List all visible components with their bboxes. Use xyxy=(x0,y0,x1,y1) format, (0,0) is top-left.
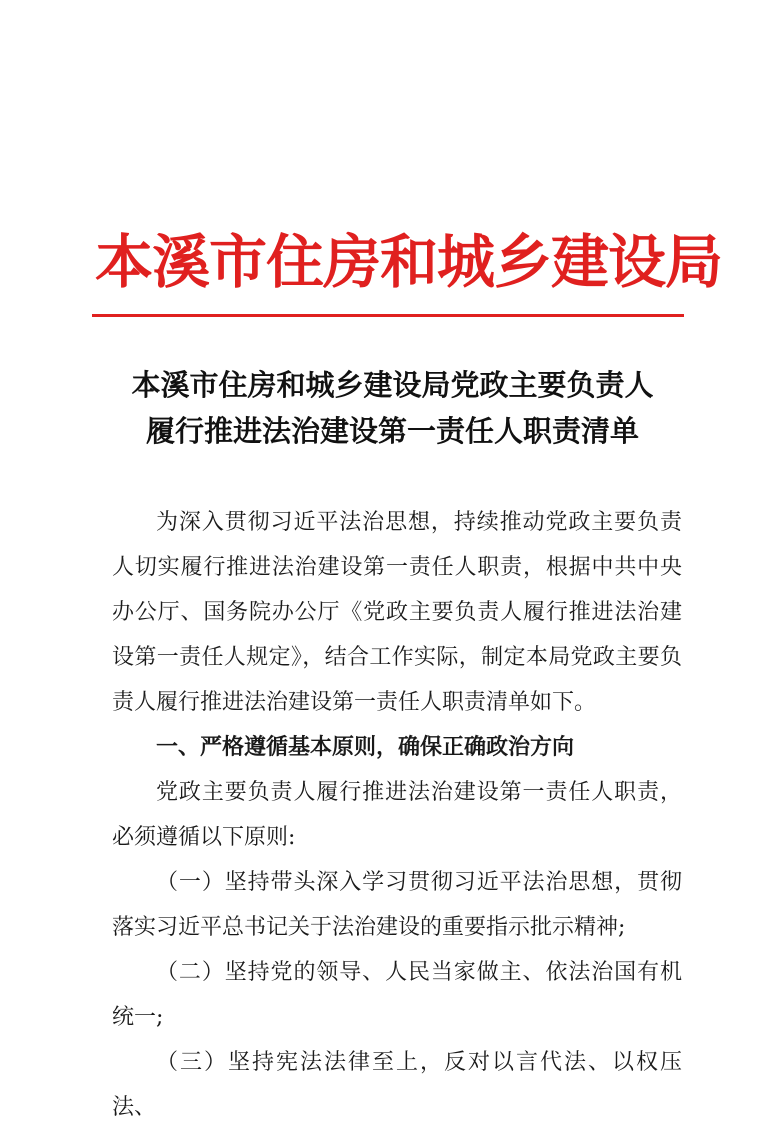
document-title-line-2: 履行推进法治建设第一责任人职责清单 xyxy=(145,414,639,448)
masthead-title: 本溪市住房和城乡建设局 xyxy=(95,228,723,296)
document-title xyxy=(100,362,685,454)
section-heading-1: 一、严格遵循基本原则，确保正确政治方向 xyxy=(156,735,575,760)
document-body xyxy=(112,500,682,1130)
document-title-line-1: 本溪市住房和城乡建设局党政主要负责人 xyxy=(131,368,654,402)
intro-paragraph: 为深入贯彻习近平法治思想，持续推动党政主要负责人切实履行推进法治建设第一责任人职责，根据中共中央办公厅、国务院办公厅《党政主要负责人履行推进法治建设第一责任人规定》，结合工作实际，制定本局党政主要负责人履行推进法治建设第一责任人职责清单如下。 xyxy=(112,510,682,715)
principle-item-1: （一）坚持带头深入学习贯彻习近平法治思想，贯彻落实习近平总书记关于法治建设的重要指示批示精神; xyxy=(112,870,682,940)
red-divider-line xyxy=(92,314,684,317)
principle-item-3: （三）坚持宪法法律至上，反对以言代法、以权压法、 xyxy=(112,1050,682,1120)
principle-item-2: （二）坚持党的领导、人民当家做主、依法治国有机统一; xyxy=(112,960,682,1030)
section-paragraph: 党政主要负责人履行推进法治建设第一责任人职责，必须遵循以下原则: xyxy=(112,780,682,850)
